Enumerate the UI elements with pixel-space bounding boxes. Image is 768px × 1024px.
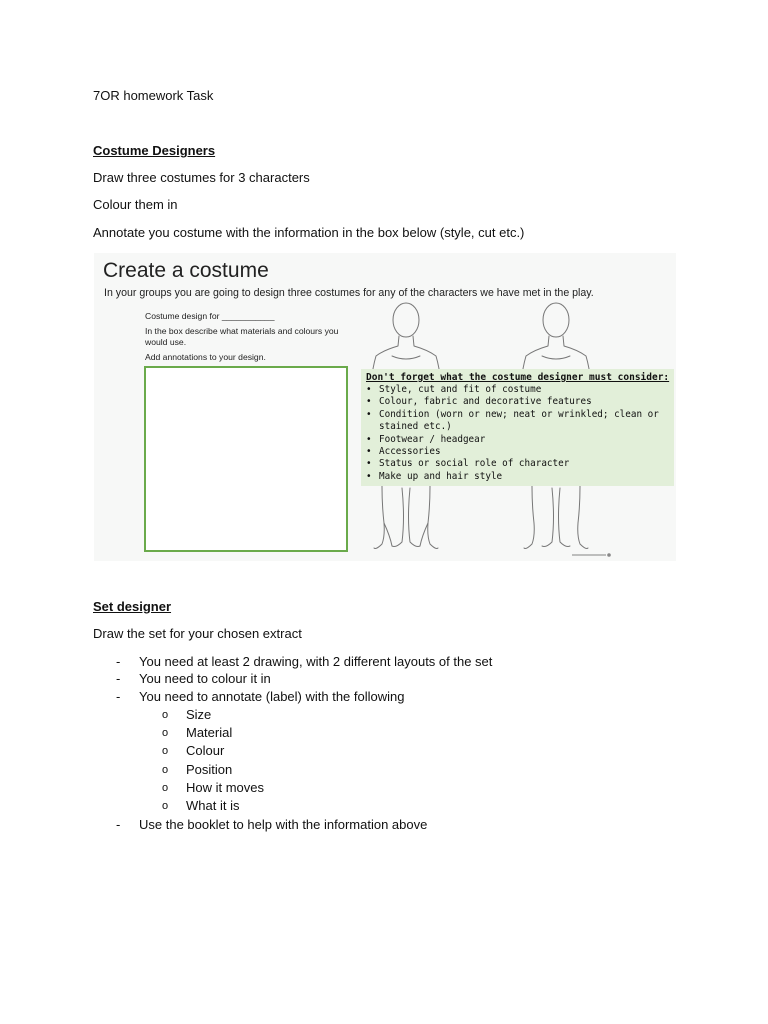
- circle-bullet: o: [162, 782, 169, 794]
- describe-instruction: In the box describe what materials and colours you would use.: [145, 326, 339, 347]
- consideration-item: • Accessories: [366, 446, 668, 458]
- consideration-item: • Style, cut and fit of costume: [366, 384, 668, 396]
- circle-bullet: o: [162, 709, 169, 721]
- set-list-item-text: You need to colour it in: [139, 671, 271, 686]
- dash-bullet: -: [116, 671, 121, 686]
- circle-bullet: o: [162, 800, 169, 812]
- consideration-item: • Make up and hair style: [366, 471, 668, 483]
- consideration-item: • Status or social role of character: [366, 458, 668, 470]
- considerations-list: [366, 384, 668, 483]
- annotation-subitem-text: Position: [186, 762, 233, 777]
- costume-line-1: Draw three costumes for 3 characters: [93, 170, 310, 185]
- annotation-subitem-text: Size: [186, 707, 212, 722]
- costume-line-3: Annotate you costume with the information in the box below (style, cut etc.): [93, 225, 525, 240]
- set-list-item-text: You need at least 2 drawing, with 2 different layouts of the set: [139, 654, 493, 669]
- publisher-logo-mark: [572, 553, 612, 557]
- considerations-heading: Don't forget what the costume designer must consider:: [366, 372, 670, 383]
- figure-subtitle: In your groups you are going to design three costumes for any of the characters we have met in the play.: [104, 287, 594, 299]
- annotation-subitem-text: What it is: [186, 798, 240, 813]
- set-list-item-text: Use the booklet to help with the information above: [139, 817, 428, 832]
- dash-bullet: -: [116, 689, 121, 704]
- costume-heading: Costume Designers: [93, 143, 216, 158]
- annotation-subitem-text: Colour: [186, 743, 225, 758]
- annotation-subitem-text: How it moves: [186, 780, 265, 795]
- consideration-item: • Footwear / headgear: [366, 434, 668, 446]
- dash-bullet: -: [116, 817, 121, 832]
- figure-title: Create a costume: [103, 259, 269, 282]
- circle-bullet: o: [162, 727, 169, 739]
- circle-bullet: o: [162, 764, 169, 776]
- annotations-instruction: Add annotations to your design.: [145, 352, 266, 362]
- costume-line-2: Colour them in: [93, 197, 178, 212]
- annotation-subitem-text: Material: [186, 725, 233, 740]
- dash-bullet: -: [116, 654, 121, 669]
- designer-considerations-box: [361, 369, 674, 486]
- set-intro: Draw the set for your chosen extract: [93, 626, 302, 641]
- document-title: 7OR homework Task: [93, 88, 214, 103]
- set-list-item-text: You need to annotate (label) with the following: [139, 689, 405, 704]
- set-designer-heading: Set designer: [93, 599, 172, 614]
- circle-bullet: o: [162, 745, 169, 757]
- costume-worksheet-figure: [94, 253, 676, 561]
- description-box: [144, 366, 348, 552]
- consideration-item: • Colour, fabric and decorative features: [366, 396, 668, 408]
- consideration-item: • Condition (worn or new; neat or wrinkled; clean or stained etc.): [366, 409, 668, 434]
- costume-design-for-label: Costume design for ___________: [145, 311, 275, 321]
